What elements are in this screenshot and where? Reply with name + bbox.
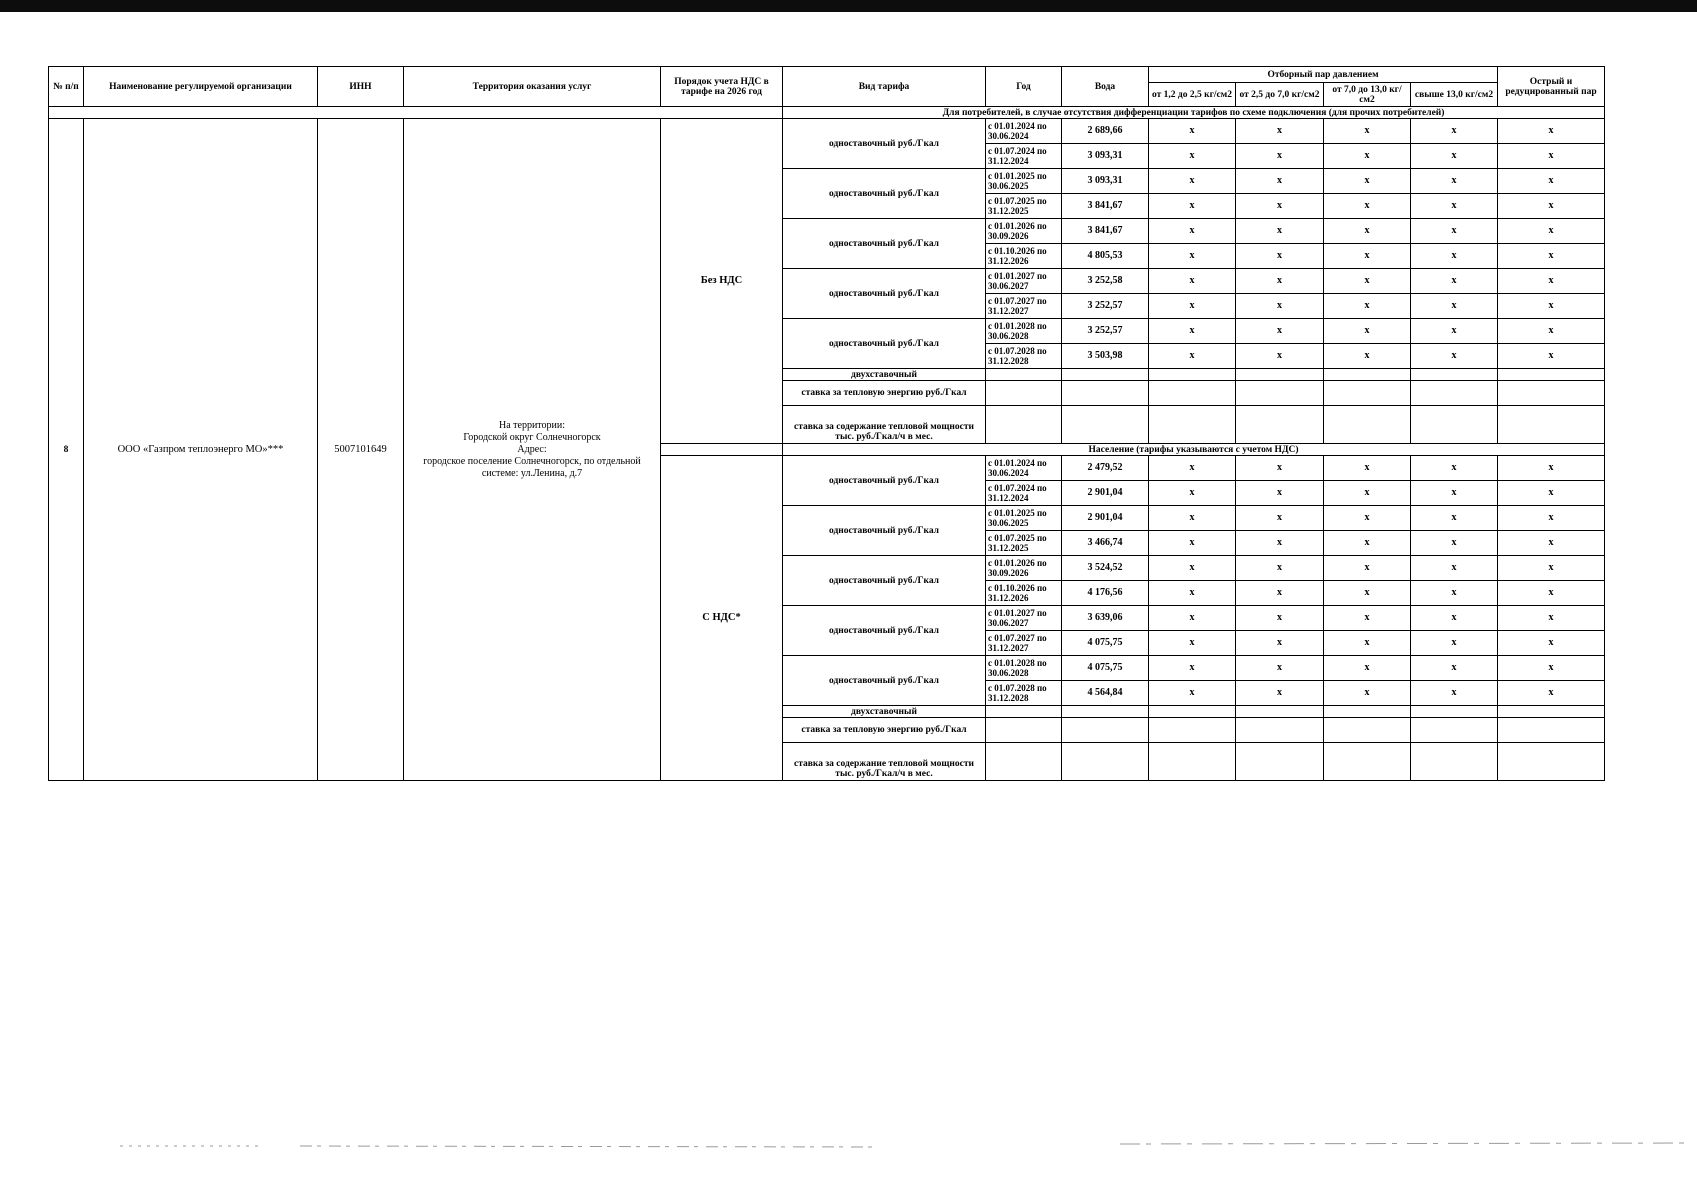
x-mark: х bbox=[1149, 244, 1236, 269]
empty-cell bbox=[1411, 706, 1498, 718]
x-mark: х bbox=[1498, 531, 1605, 556]
period-cell: с 01.10.2026 по 31.12.2026 bbox=[986, 581, 1062, 606]
header-steam-col: свыше 13,0 кг/см2 bbox=[1411, 83, 1498, 107]
period-cell: с 01.01.2025 по 30.06.2025 bbox=[986, 169, 1062, 194]
x-mark: х bbox=[1411, 481, 1498, 506]
tariff-kind-single: одноставочный руб./Гкал bbox=[783, 119, 986, 169]
x-mark: х bbox=[1411, 656, 1498, 681]
x-mark: х bbox=[1498, 319, 1605, 344]
x-mark: х bbox=[1236, 481, 1324, 506]
x-mark: х bbox=[1236, 119, 1324, 144]
x-mark: х bbox=[1236, 144, 1324, 169]
x-mark: х bbox=[1324, 506, 1411, 531]
x-mark: х bbox=[1149, 656, 1236, 681]
x-mark: х bbox=[1411, 219, 1498, 244]
x-mark: х bbox=[1324, 581, 1411, 606]
period-cell: с 01.10.2026 по 31.12.2026 bbox=[986, 244, 1062, 269]
empty-cell bbox=[1149, 706, 1236, 718]
x-mark: х bbox=[1411, 456, 1498, 481]
period-cell: с 01.07.2025 по 31.12.2025 bbox=[986, 531, 1062, 556]
water-value: 3 639,06 bbox=[1062, 606, 1149, 631]
x-mark: х bbox=[1236, 556, 1324, 581]
x-mark: х bbox=[1149, 294, 1236, 319]
period-cell: с 01.01.2027 по 30.06.2027 bbox=[986, 269, 1062, 294]
x-mark: х bbox=[1498, 631, 1605, 656]
empty-cell bbox=[1498, 369, 1605, 381]
header-steam-col: от 7,0 до 13,0 кг/см2 bbox=[1324, 83, 1411, 107]
period-cell: с 01.01.2024 по 30.06.2024 bbox=[986, 119, 1062, 144]
x-mark: х bbox=[1324, 194, 1411, 219]
x-mark: х bbox=[1411, 119, 1498, 144]
x-mark: х bbox=[1324, 481, 1411, 506]
period-cell: с 01.01.2026 по 30.09.2026 bbox=[986, 219, 1062, 244]
tariff-table-sheet bbox=[48, 66, 1605, 781]
empty-cell bbox=[1149, 743, 1236, 781]
x-mark: х bbox=[1498, 219, 1605, 244]
empty-cell bbox=[1411, 369, 1498, 381]
water-value: 3 841,67 bbox=[1062, 194, 1149, 219]
water-value: 2 479,52 bbox=[1062, 456, 1149, 481]
tariff-kind-single: одноставочный руб./Гкал bbox=[783, 219, 986, 269]
org-territory: На территории: Городской округ Солнечногорск Адрес: городское поселение Солнечногорск, по отдельной системе: ул.Ленина, д.7 bbox=[404, 119, 661, 781]
x-mark: х bbox=[1324, 556, 1411, 581]
empty-cell bbox=[1149, 406, 1236, 444]
tariff-kind-two-rate: двухставочный bbox=[783, 369, 986, 381]
x-mark: х bbox=[1498, 656, 1605, 681]
x-mark: х bbox=[1411, 294, 1498, 319]
section-population: Население (тарифы указываются с учетом НДС) bbox=[783, 444, 1605, 456]
x-mark: х bbox=[1498, 144, 1605, 169]
tariff-kind-single: одноставочный руб./Гкал bbox=[783, 169, 986, 219]
x-mark: х bbox=[1324, 531, 1411, 556]
period-cell: с 01.07.2027 по 31.12.2027 bbox=[986, 294, 1062, 319]
x-mark: х bbox=[1498, 294, 1605, 319]
water-value: 2 901,04 bbox=[1062, 506, 1149, 531]
x-mark: х bbox=[1236, 581, 1324, 606]
empty-cell bbox=[1149, 381, 1236, 406]
x-mark: х bbox=[1411, 581, 1498, 606]
x-mark: х bbox=[1324, 244, 1411, 269]
tariff-table bbox=[48, 66, 1605, 781]
water-value: 4 805,53 bbox=[1062, 244, 1149, 269]
x-mark: х bbox=[1236, 319, 1324, 344]
org-inn: 5007101649 bbox=[318, 119, 404, 781]
rate-energy-label: ставка за тепловую энергию руб./Гкал bbox=[783, 381, 986, 406]
empty-cell bbox=[986, 743, 1062, 781]
x-mark: х bbox=[1324, 119, 1411, 144]
x-mark: х bbox=[1324, 144, 1411, 169]
x-mark: х bbox=[1411, 681, 1498, 706]
x-mark: х bbox=[1498, 194, 1605, 219]
empty-cell bbox=[1411, 743, 1498, 781]
empty-cell bbox=[1062, 381, 1149, 406]
empty-cell bbox=[1062, 369, 1149, 381]
x-mark: х bbox=[1149, 606, 1236, 631]
period-cell: с 01.01.2026 по 30.09.2026 bbox=[986, 556, 1062, 581]
tariff-kind-single: одноставочный руб./Гкал bbox=[783, 556, 986, 606]
x-mark: х bbox=[1236, 656, 1324, 681]
water-value: 3 252,58 bbox=[1062, 269, 1149, 294]
x-mark: х bbox=[1236, 269, 1324, 294]
empty-cell bbox=[1149, 369, 1236, 381]
x-mark: х bbox=[1411, 556, 1498, 581]
water-value: 4 564,84 bbox=[1062, 681, 1149, 706]
empty-cell bbox=[1498, 706, 1605, 718]
x-mark: х bbox=[1324, 456, 1411, 481]
empty-cell bbox=[986, 706, 1062, 718]
x-mark: х bbox=[1411, 531, 1498, 556]
period-cell: с 01.01.2027 по 30.06.2027 bbox=[986, 606, 1062, 631]
x-mark: х bbox=[1411, 319, 1498, 344]
empty-cell bbox=[986, 718, 1062, 743]
tariff-kind-two-rate: двухставочный bbox=[783, 706, 986, 718]
x-mark: х bbox=[1236, 294, 1324, 319]
tariff-kind-single: одноставочный руб./Гкал bbox=[783, 269, 986, 319]
x-mark: х bbox=[1149, 581, 1236, 606]
empty-cell bbox=[1324, 369, 1411, 381]
x-mark: х bbox=[1149, 506, 1236, 531]
x-mark: х bbox=[1149, 219, 1236, 244]
tariff-kind-single: одноставочный руб./Гкал bbox=[783, 606, 986, 656]
x-mark: х bbox=[1498, 456, 1605, 481]
water-value: 3 466,74 bbox=[1062, 531, 1149, 556]
x-mark: х bbox=[1149, 119, 1236, 144]
water-value: 2 901,04 bbox=[1062, 481, 1149, 506]
tariff-kind-single: одноставочный руб./Гкал bbox=[783, 656, 986, 706]
empty-cell bbox=[1236, 369, 1324, 381]
x-mark: х bbox=[1324, 656, 1411, 681]
x-mark: х bbox=[1498, 606, 1605, 631]
x-mark: х bbox=[1411, 631, 1498, 656]
x-mark: х bbox=[1324, 631, 1411, 656]
x-mark: х bbox=[1498, 681, 1605, 706]
water-value: 3 524,52 bbox=[1062, 556, 1149, 581]
x-mark: х bbox=[1411, 506, 1498, 531]
tariff-kind-single: одноставочный руб./Гкал bbox=[783, 319, 986, 369]
header-steam-group: Отборный пар давлением bbox=[1149, 67, 1498, 83]
with_vat-vat-label: С НДС* bbox=[661, 456, 783, 781]
x-mark: х bbox=[1498, 244, 1605, 269]
x-mark: х bbox=[1149, 319, 1236, 344]
empty-cell bbox=[1498, 743, 1605, 781]
water-value: 4 075,75 bbox=[1062, 631, 1149, 656]
x-mark: х bbox=[1236, 506, 1324, 531]
rate-energy-label: ставка за тепловую энергию руб./Гкал bbox=[783, 718, 986, 743]
empty-cell bbox=[1411, 406, 1498, 444]
header-num: № п/п bbox=[49, 67, 84, 107]
tariff-kind-single: одноставочный руб./Гкал bbox=[783, 456, 986, 506]
x-mark: х bbox=[1236, 456, 1324, 481]
header-territory: Территория оказания услуг bbox=[404, 67, 661, 107]
empty-cell bbox=[1411, 381, 1498, 406]
scan-noise bbox=[0, 1138, 1697, 1154]
x-mark: х bbox=[1236, 344, 1324, 369]
period-cell: с 01.01.2028 по 30.06.2028 bbox=[986, 319, 1062, 344]
water-value: 3 503,98 bbox=[1062, 344, 1149, 369]
x-mark: х bbox=[1236, 631, 1324, 656]
x-mark: х bbox=[1411, 169, 1498, 194]
empty-cell bbox=[1324, 381, 1411, 406]
period-cell: с 01.01.2028 по 30.06.2028 bbox=[986, 656, 1062, 681]
empty-cell bbox=[1498, 381, 1605, 406]
empty-cell bbox=[1498, 718, 1605, 743]
empty-cell bbox=[1498, 406, 1605, 444]
x-mark: х bbox=[1498, 169, 1605, 194]
x-mark: х bbox=[1324, 681, 1411, 706]
tariff-kind-single: одноставочный руб./Гкал bbox=[783, 506, 986, 556]
section-blank bbox=[661, 444, 783, 456]
x-mark: х bbox=[1498, 581, 1605, 606]
header-steam-col: от 2,5 до 7,0 кг/см2 bbox=[1236, 83, 1324, 107]
water-value: 3 093,31 bbox=[1062, 144, 1149, 169]
water-value: 4 176,56 bbox=[1062, 581, 1149, 606]
x-mark: х bbox=[1411, 144, 1498, 169]
water-value: 2 689,66 bbox=[1062, 119, 1149, 144]
x-mark: х bbox=[1236, 194, 1324, 219]
header-sharp-steam: Острый и редуцированный пар bbox=[1498, 67, 1605, 107]
no_vat-vat-label: Без НДС bbox=[661, 119, 783, 444]
period-cell: с 01.07.2024 по 31.12.2024 bbox=[986, 481, 1062, 506]
x-mark: х bbox=[1149, 481, 1236, 506]
header-year: Год bbox=[986, 67, 1062, 107]
x-mark: х bbox=[1149, 631, 1236, 656]
section-blank bbox=[49, 107, 783, 119]
x-mark: х bbox=[1149, 456, 1236, 481]
water-value: 4 075,75 bbox=[1062, 656, 1149, 681]
x-mark: х bbox=[1149, 681, 1236, 706]
x-mark: х bbox=[1498, 269, 1605, 294]
period-cell: с 01.07.2027 по 31.12.2027 bbox=[986, 631, 1062, 656]
x-mark: х bbox=[1498, 556, 1605, 581]
header-org-name: Наименование регулируемой организации bbox=[84, 67, 318, 107]
x-mark: х bbox=[1498, 119, 1605, 144]
empty-cell bbox=[1236, 718, 1324, 743]
period-cell: с 01.01.2025 по 30.06.2025 bbox=[986, 506, 1062, 531]
x-mark: х bbox=[1149, 531, 1236, 556]
empty-cell bbox=[1062, 706, 1149, 718]
empty-cell bbox=[1062, 743, 1149, 781]
x-mark: х bbox=[1411, 194, 1498, 219]
empty-cell bbox=[1236, 743, 1324, 781]
header-steam-col: от 1,2 до 2,5 кг/см2 bbox=[1149, 83, 1236, 107]
empty-cell bbox=[1324, 706, 1411, 718]
empty-cell bbox=[986, 369, 1062, 381]
period-cell: с 01.01.2024 по 30.06.2024 bbox=[986, 456, 1062, 481]
x-mark: х bbox=[1324, 269, 1411, 294]
x-mark: х bbox=[1411, 269, 1498, 294]
water-value: 3 841,67 bbox=[1062, 219, 1149, 244]
header-inn: ИНН bbox=[318, 67, 404, 107]
x-mark: х bbox=[1411, 344, 1498, 369]
empty-cell bbox=[1062, 718, 1149, 743]
water-value: 3 093,31 bbox=[1062, 169, 1149, 194]
empty-cell bbox=[1149, 718, 1236, 743]
empty-cell bbox=[1236, 406, 1324, 444]
x-mark: х bbox=[1149, 144, 1236, 169]
x-mark: х bbox=[1236, 531, 1324, 556]
empty-cell bbox=[1236, 706, 1324, 718]
empty-cell bbox=[986, 381, 1062, 406]
x-mark: х bbox=[1411, 244, 1498, 269]
x-mark: х bbox=[1324, 219, 1411, 244]
water-value: 3 252,57 bbox=[1062, 319, 1149, 344]
scan-top-border bbox=[0, 0, 1697, 12]
x-mark: х bbox=[1149, 344, 1236, 369]
empty-cell bbox=[1324, 406, 1411, 444]
x-mark: х bbox=[1149, 269, 1236, 294]
x-mark: х bbox=[1236, 681, 1324, 706]
section-other-consumers: Для потребителей, в случае отсутствия дифференциации тарифов по схеме подключения (для прочих потребителей) bbox=[783, 107, 1605, 119]
x-mark: х bbox=[1149, 169, 1236, 194]
x-mark: х bbox=[1324, 319, 1411, 344]
empty-cell bbox=[1324, 718, 1411, 743]
empty-cell bbox=[986, 406, 1062, 444]
empty-cell bbox=[1062, 406, 1149, 444]
header-water: Вода bbox=[1062, 67, 1149, 107]
org-num: 8 bbox=[49, 119, 84, 781]
rate-capacity-label: ставка за содержание тепловой мощности тыс. руб./Гкал/ч в мес. bbox=[783, 406, 986, 444]
x-mark: х bbox=[1324, 344, 1411, 369]
table-row bbox=[49, 119, 1605, 144]
empty-cell bbox=[1236, 381, 1324, 406]
x-mark: х bbox=[1236, 244, 1324, 269]
x-mark: х bbox=[1411, 606, 1498, 631]
x-mark: х bbox=[1498, 506, 1605, 531]
x-mark: х bbox=[1498, 481, 1605, 506]
x-mark: х bbox=[1324, 169, 1411, 194]
water-value: 3 252,57 bbox=[1062, 294, 1149, 319]
rate-capacity-label: ставка за содержание тепловой мощности тыс. руб./Гкал/ч в мес. bbox=[783, 743, 986, 781]
empty-cell bbox=[1324, 743, 1411, 781]
empty-cell bbox=[1411, 718, 1498, 743]
x-mark: х bbox=[1236, 169, 1324, 194]
x-mark: х bbox=[1236, 219, 1324, 244]
x-mark: х bbox=[1324, 294, 1411, 319]
x-mark: х bbox=[1149, 194, 1236, 219]
x-mark: х bbox=[1498, 344, 1605, 369]
period-cell: с 01.07.2025 по 31.12.2025 bbox=[986, 194, 1062, 219]
header-tariff-type: Вид тарифа bbox=[783, 67, 986, 107]
x-mark: х bbox=[1149, 556, 1236, 581]
x-mark: х bbox=[1236, 606, 1324, 631]
header-vat-order: Порядок учета НДС в тарифе на 2026 год bbox=[661, 67, 783, 107]
period-cell: с 01.07.2028 по 31.12.2028 bbox=[986, 681, 1062, 706]
org-name: ООО «Газпром теплоэнерго МО»*** bbox=[84, 119, 318, 781]
x-mark: х bbox=[1324, 606, 1411, 631]
period-cell: с 01.07.2028 по 31.12.2028 bbox=[986, 344, 1062, 369]
period-cell: с 01.07.2024 по 31.12.2024 bbox=[986, 144, 1062, 169]
